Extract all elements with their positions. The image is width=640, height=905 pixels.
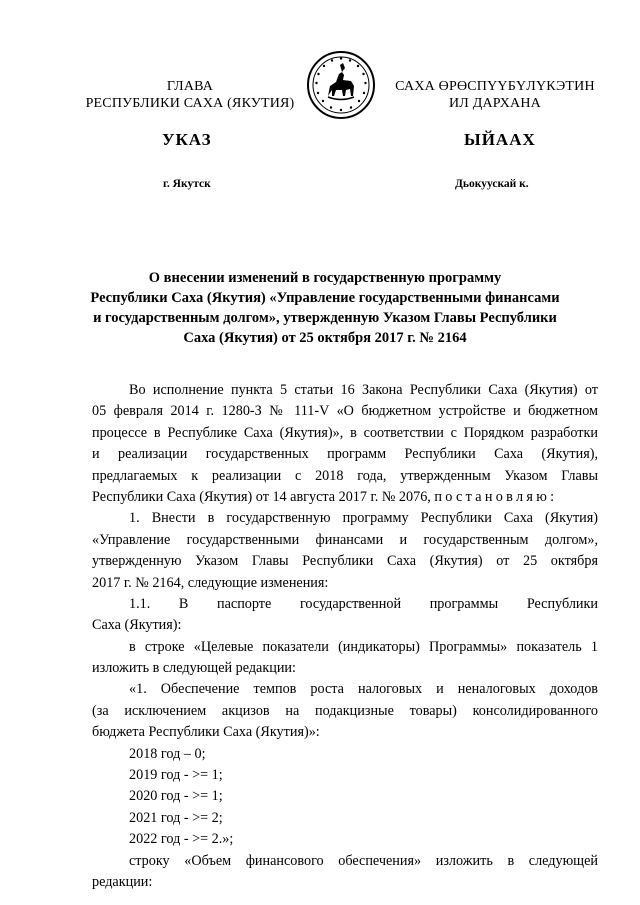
header-right-line-1: САХА ӨРӨСПҮҮБҮЛҮКЭТИН (395, 79, 595, 94)
paragraph-line: и реализации государственных программ Республики Саха (Якутия), (92, 446, 598, 463)
paragraph-line: строку «Объем финансового обеспечения» изложить в следующей (129, 852, 598, 869)
postanovlyayu-word: постановляю: (434, 488, 558, 505)
year-indicator: 2020 год - >= 1; (129, 788, 223, 805)
title-line: и государственным долгом», утвержденную Указом Главы Республики (93, 310, 557, 326)
year-indicator: 2021 год - >= 2; (129, 809, 223, 826)
year-indicator: 2018 год – 0; (129, 745, 206, 762)
decree-title (80, 268, 570, 348)
paragraph-text: Республики Саха (Якутия) от 14 августа 2017 г. № 2076, (92, 488, 431, 505)
paragraph-line: изложить в следующей редакции: (92, 660, 296, 677)
doc-type-ru: УКАЗ (162, 130, 212, 149)
paragraph-line: «1. Обеспечение темпов роста налоговых и неналоговых доходов (129, 681, 598, 698)
year-indicator: 2022 год - >= 2.»; (129, 831, 234, 848)
paragraph-line: Саха (Якутия): (92, 617, 182, 634)
coat-of-arms-emblem (306, 50, 376, 120)
decree-body (92, 380, 598, 893)
paragraph-line: 1. Внести в государственную программу Республики Саха (Якутия) (129, 510, 598, 527)
paragraph-line: бюджета Республики Саха (Якутия)»: (92, 724, 320, 741)
paragraph-line: 05 февраля 2014 г. 1280-З № 111-V «О бюджетном устройстве и бюджетном (92, 403, 598, 420)
paragraph-line: редакции: (92, 873, 153, 890)
header-left-line-1: ГЛАВА (166, 79, 214, 94)
paragraph-line: 2017 г. № 2164, следующие изменения: (92, 574, 329, 591)
paragraph-line: процессе в Республике Саха (Якутия)», в соответствии с Порядком разработки (92, 424, 598, 441)
year-indicator: 2019 год - >= 1; (129, 767, 223, 784)
paragraph-line: Во исполнение пункта 5 статьи 16 Закона Республики Саха (Якутия) от (129, 382, 598, 398)
paragraph-line: (за исключением акцизов на подакцизные товары) консолидированного (92, 702, 598, 719)
paragraph-line (92, 487, 598, 508)
header-left-line-2: РЕСПУБЛИКИ САХА (ЯКУТИЯ) (85, 96, 295, 111)
city-sakha: Дьокуускай к. (455, 178, 529, 190)
title-line: Саха (Якутия) от 25 октября 2017 г. № 2164 (183, 330, 467, 346)
title-line: О внесении изменений в государственную программу (148, 270, 502, 286)
title-line: Республики Саха (Якутия) «Управление государственными финансами (90, 290, 560, 306)
paragraph-line: утвержденную Указом Главы Республики Саха (Якутия) от 25 октября (92, 553, 598, 570)
header-left (80, 78, 300, 112)
doc-type-sakha: ЫЙААХ (464, 130, 536, 149)
city-ru: г. Якутск (163, 178, 211, 190)
paragraph-line: в строке «Целевые показатели (индикаторы) Программы» показатель 1 (129, 638, 598, 655)
paragraph-line: предлагаемых к реализации с 2018 года, утвержденным Указом Главы (92, 467, 598, 484)
paragraph-line: «Управление государственными финансами и государственным долгом», (92, 531, 598, 548)
header-right (380, 78, 610, 112)
paragraph-line: 1.1. В паспорте государственной программы Республики (129, 595, 598, 612)
header-right-line-2: ИЛ ДАРХАНА (448, 96, 541, 111)
